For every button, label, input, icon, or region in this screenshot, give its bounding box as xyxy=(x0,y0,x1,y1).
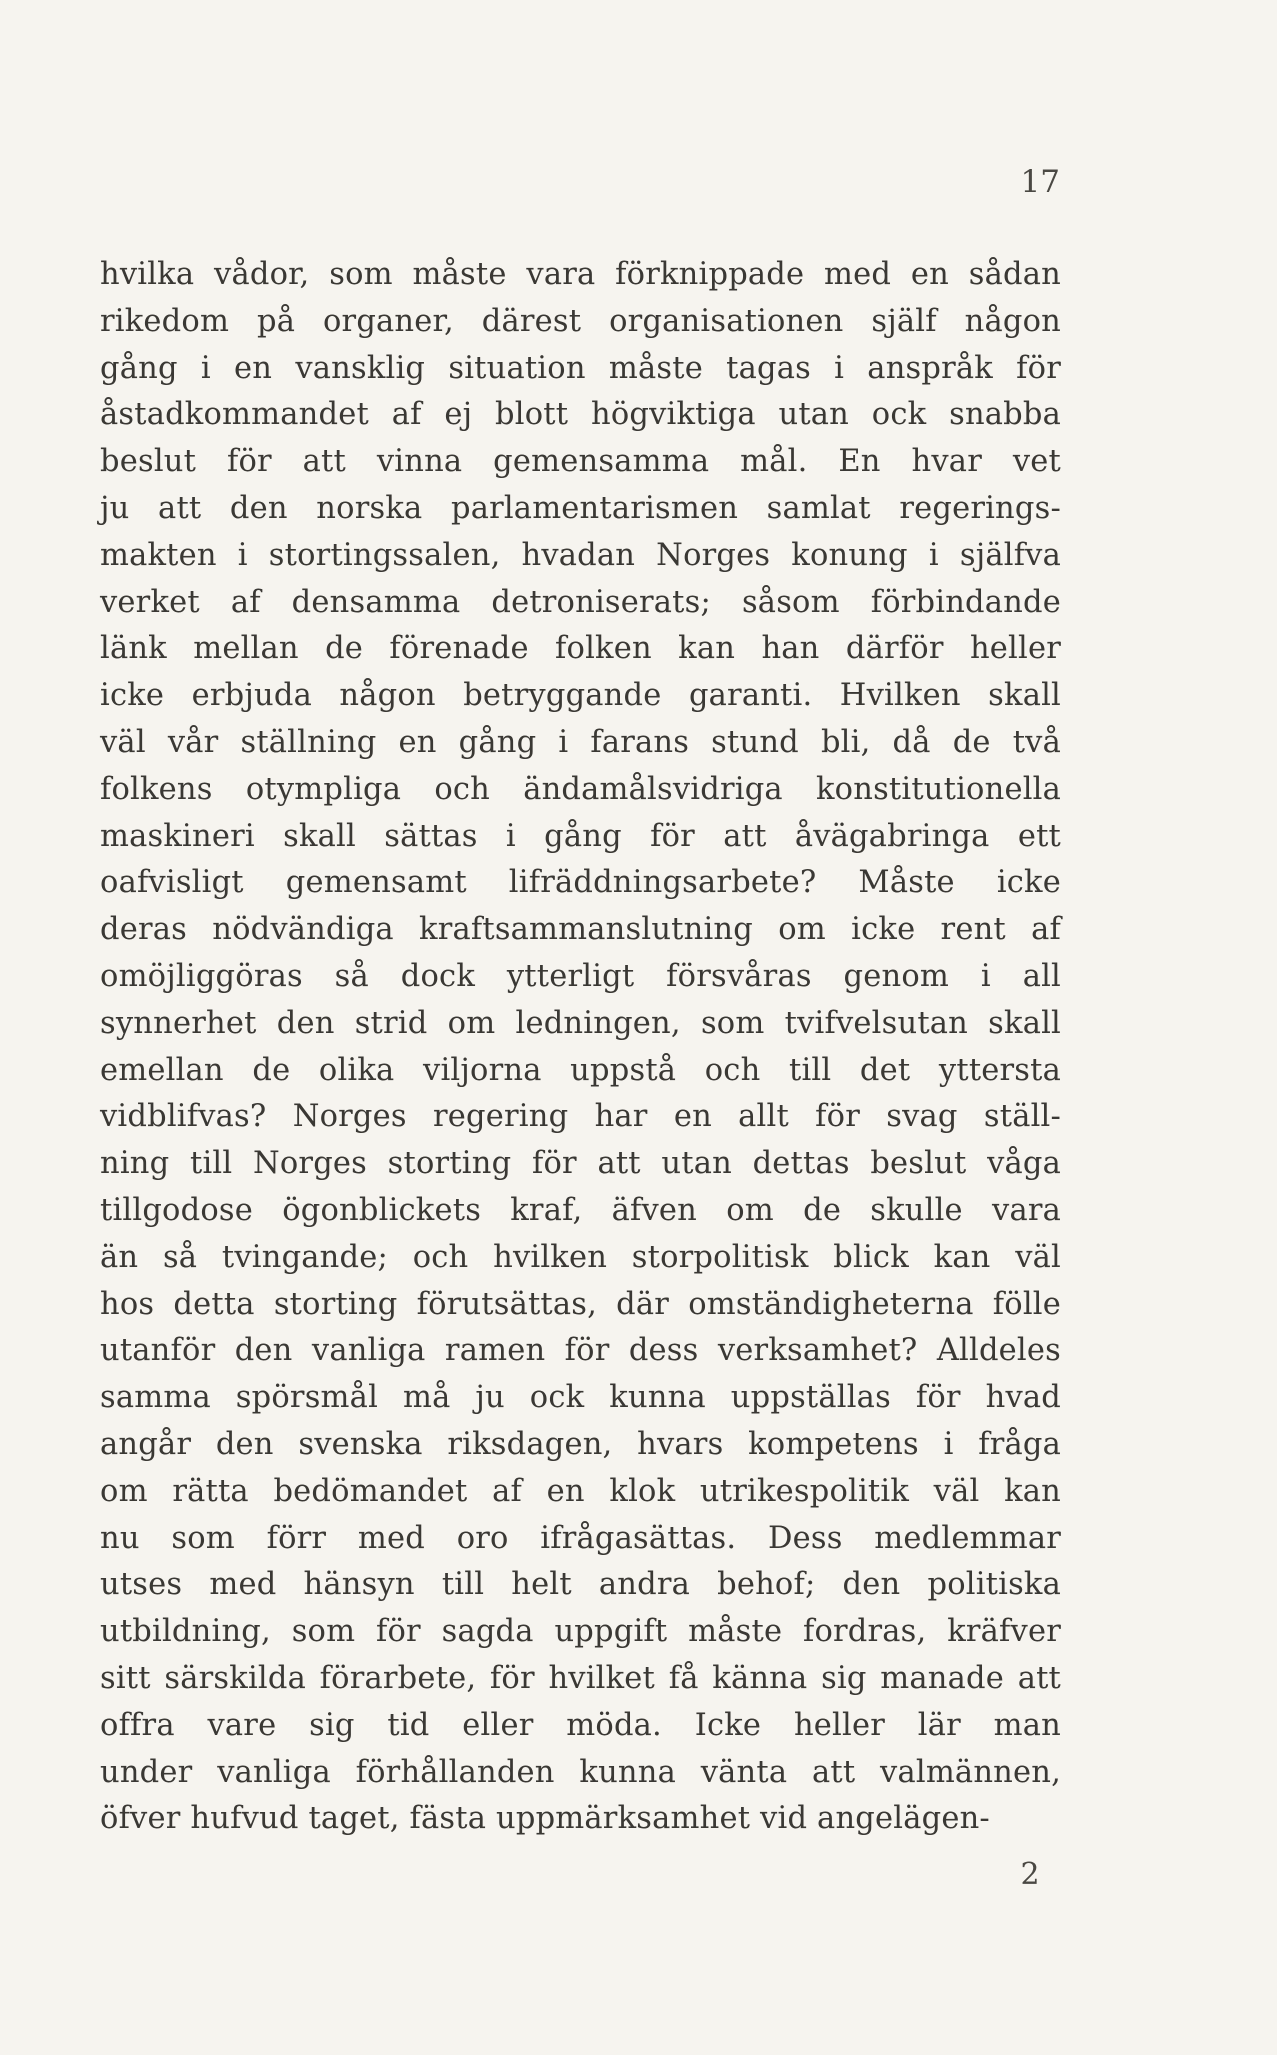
text-line: oafvisligt gemensamt lifräddningsarbete? Måste icke xyxy=(100,865,1061,901)
text-line: hvilka vådor, som måste vara förknippade med en sådan xyxy=(100,257,1061,292)
text-line: verket af densamma detroniserats; såsom förbindande xyxy=(100,584,1061,620)
text-line: tillgodose ögonblickets kraf, äfven om de skulle vara xyxy=(100,1192,1061,1228)
signature-mark: 2 xyxy=(1020,1857,1040,1892)
text-line: sitt särskilda förarbete, för hvilket få känna sig manade att xyxy=(100,1660,1061,1696)
text-line: samma spörsmål må ju ock kunna uppställas för hvad xyxy=(100,1380,1061,1416)
text-line: rikedom på organer, därest organisationen själf någon xyxy=(100,303,1061,339)
text-line: öfver hufvud taget, fästa uppmärksamhet vid angelägen- xyxy=(100,1801,990,1837)
text-line: angår den svenska riksdagen, hvars kompetens i fråga xyxy=(100,1426,1061,1462)
text-line: omöjliggöras så dock ytterligt försvåras genom i all xyxy=(100,958,1061,994)
text-line: makten i stortingssalen, hvadan Norges konung i själfva xyxy=(100,537,1061,573)
text-line: utses med hänsyn till helt andra behof; den politiska xyxy=(100,1567,1061,1603)
text-line: utanför den vanliga ramen för dess verksamhet? Alldeles xyxy=(100,1333,1061,1369)
text-line: icke erbjuda någon betryggande garanti. Hvilken skall xyxy=(100,678,1061,714)
text-line: hos detta storting förutsättas, där omständigheterna fölle xyxy=(100,1286,1061,1322)
text-line: om rätta bedömandet af en klok utrikespolitik väl kan xyxy=(100,1473,1061,1509)
text-line: maskineri skall sättas i gång för att åvägabringa ett xyxy=(100,818,1061,854)
text-line: ju att den norska parlamentarismen samlat regerings- xyxy=(100,490,1061,526)
text-line: länk mellan de förenade folken kan han därför heller xyxy=(100,631,1061,667)
text-line: beslut för att vinna gemensamma mål. En hvar vet xyxy=(100,444,1061,480)
text-line: deras nödvändiga kraftsammanslutning om icke rent af xyxy=(100,912,1061,948)
text-line: under vanliga förhållanden kunna vänta att valmännen, xyxy=(100,1754,1061,1790)
text-line: vidblifvas? Norges regering har en allt för svag ställ- xyxy=(100,1099,1061,1135)
text-line: utbildning, som för sagda uppgift måste fordras, kräfver xyxy=(100,1614,1061,1650)
body-text xyxy=(100,252,1061,1843)
text-line: nu som förr med oro ifrågasättas. Dess medlemmar xyxy=(100,1520,1061,1556)
text-line: åstadkommandet af ej blott högviktiga utan ock snabba xyxy=(100,397,1061,433)
text-line: än så tvingande; och hvilken storpolitisk blick kan väl xyxy=(100,1239,1061,1275)
text-line: gång i en vansklig situation måste tagas i anspråk för xyxy=(100,350,1061,386)
text-line: ning till Norges storting för att utan dettas beslut våga xyxy=(100,1146,1061,1182)
text-line: väl vår ställning en gång i farans stund bli, då de två xyxy=(100,724,1061,760)
text-line: synnerhet den strid om ledningen, som tvifvelsutan skall xyxy=(100,1005,1061,1041)
text-line: folkens otympliga och ändamålsvidriga konstitutionella xyxy=(100,771,1061,807)
text-line: emellan de olika viljorna uppstå och till det yttersta xyxy=(100,1052,1061,1088)
page-number: 17 xyxy=(1020,164,1060,200)
text-line: offra vare sig tid eller möda. Icke heller lär man xyxy=(100,1707,1061,1743)
